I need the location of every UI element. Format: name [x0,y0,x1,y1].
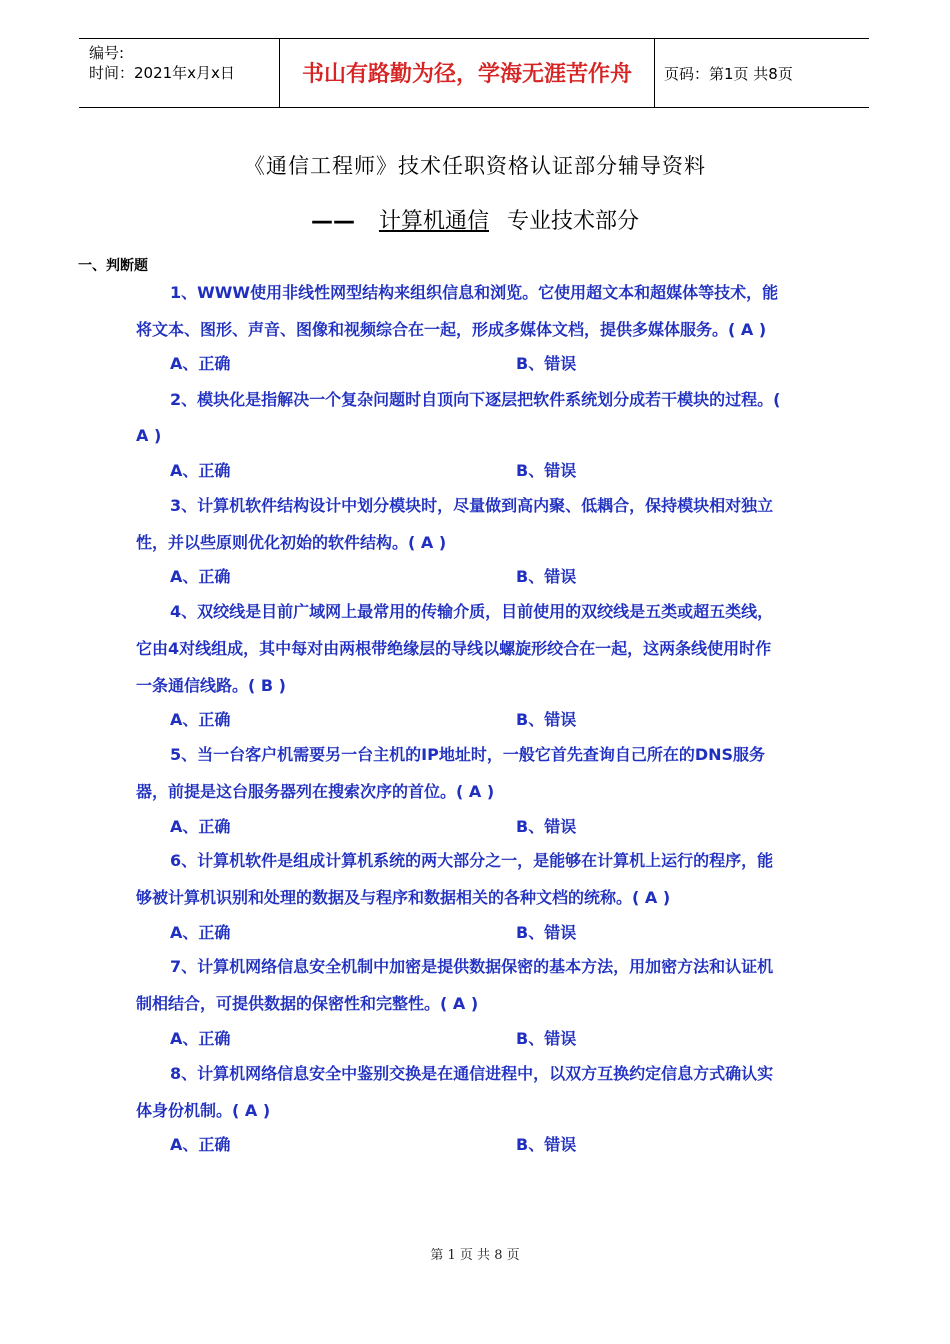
motto: 书山有路勤为径，学海无涯苦作舟 [301,61,632,87]
question-line: 够被计算机识别和处理的数据及与程序和数据相关的各种文档的统称。( A ) [136,888,671,907]
question-line: 5、当一台客户机需要另一台主机的IP地址时，一般它首先查询自己所在的DNS服务 [170,745,766,764]
subtitle-dash: —— [310,209,355,234]
question-line: 性，并以些原则优化初始的软件结构。( A ) [136,533,447,552]
document-subtitle [0,204,950,235]
question-line: 8、计算机网络信息安全中鉴别交换是在通信进程中，以双方互换约定信息方式确认实 [170,1064,774,1083]
question-line: 3、计算机软件结构设计中划分模块时，尽量做到高内聚、低耦合，保持模块相对独立 [170,496,774,515]
question-line: 4、双绞线是目前广域网上最常用的传输介质，目前使用的双绞线是五类或超五类线， [170,602,774,621]
option-b: B、错误 [516,817,577,836]
document-title: 《通信工程师》技术任职资格认证部分辅导资料 [244,154,706,178]
option-b: B、错误 [516,923,577,942]
option-a: A、正确 [170,923,231,942]
option-a: A、正确 [170,817,231,836]
question-line: 器，前提是这台服务器列在搜索次序的首位。( A ) [136,782,495,801]
page-code: 页码：第1页 共8页 [664,65,793,83]
question-line: 它由4对线组成，其中每对由两根带绝缘层的导线以螺旋形绞合在一起，这两条线使用时作 [136,639,772,658]
time-label: 时间：2021年x月x日 [89,64,235,82]
question-line: 7、计算机网络信息安全机制中加密是提供数据保密的基本方法，用加密方法和认证机 [170,957,774,976]
question-line: 体身份机制。( A ) [136,1101,271,1120]
question-line: 2、模块化是指解决一个复杂问题时自顶向下逐层把软件系统划分成若干模块的过程。( [170,390,781,409]
question-line: 一条通信线路。( B ) [136,676,286,695]
question-line: 将文本、图形、声音、图像和视频综合在一起，形成多媒体文档，提供多媒体服务。( A ) [136,320,767,339]
code-label: 编号: [89,44,125,62]
option-a: A、正确 [170,1135,231,1154]
option-a: A、正确 [170,567,231,586]
question-line: 6、计算机软件是组成计算机系统的两大部分之一，是能够在计算机上运行的程序，能 [170,851,774,870]
subtitle-underlined: 计算机通信 [378,209,489,234]
option-a: A、正确 [170,354,231,373]
option-b: B、错误 [516,354,577,373]
page-footer: 第 1 页 共 8 页 [430,1248,520,1263]
document-header [79,38,869,108]
question-line: 制相结合，可提供数据的保密性和完整性。( A ) [136,994,479,1013]
option-b: B、错误 [516,1135,577,1154]
section-heading: 一、判断题 [78,258,148,274]
question-line: A ) [136,426,162,445]
option-a: A、正确 [170,461,231,480]
option-b: B、错误 [516,461,577,480]
option-a: A、正确 [170,1029,231,1048]
option-a: A、正确 [170,710,231,729]
option-b: B、错误 [516,567,577,586]
subtitle-rest: 专业技术部分 [507,209,640,234]
option-b: B、错误 [516,1029,577,1048]
option-b: B、错误 [516,710,577,729]
header-page-cell [654,39,869,107]
question-line: 1、WWW使用非线性网型结构来组织信息和浏览。它使用超文本和超媒体等技术，能 [170,283,779,302]
header-info-cell [79,39,279,107]
header-motto-cell [279,39,655,107]
